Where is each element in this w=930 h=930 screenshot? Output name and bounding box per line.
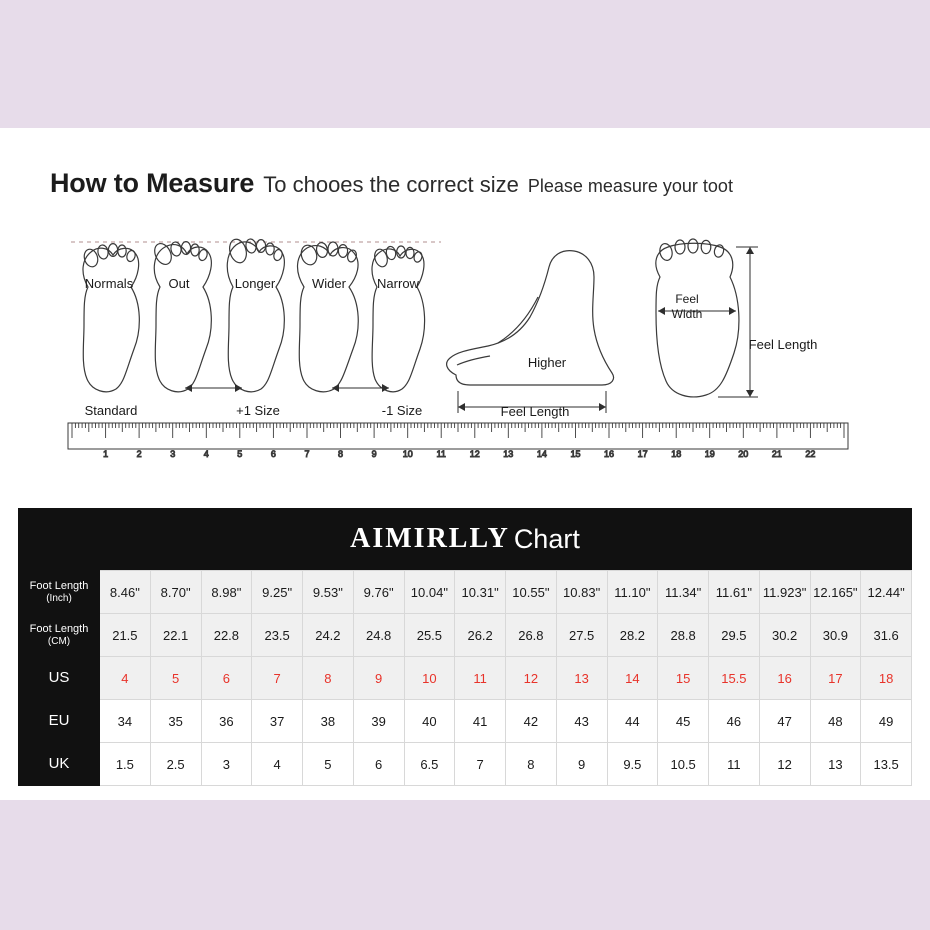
page-title <box>50 168 890 199</box>
table-cell: 40 <box>404 700 455 743</box>
ruler-tick-label: 13 <box>503 449 514 459</box>
table-cell: 10 <box>404 657 455 700</box>
table-cell: 18 <box>861 657 912 700</box>
ruler-tick-label: 3 <box>170 449 176 459</box>
heading-main: How to Measure <box>50 168 255 198</box>
ruler-tick-label: 6 <box>270 449 276 459</box>
table-cell: 22.1 <box>150 614 201 657</box>
table-cell: 13 <box>810 743 861 786</box>
table-cell: 9 <box>556 743 607 786</box>
ruler-tick-label: 19 <box>704 449 715 459</box>
table-cell: 10.5 <box>658 743 709 786</box>
table-cell: 28.2 <box>607 614 658 657</box>
table-cell: 1.5 <box>100 743 151 786</box>
table-cell: 11 <box>709 743 760 786</box>
table-cell: 39 <box>353 700 404 743</box>
row-header: US <box>19 657 100 700</box>
label-feel-width-1: Feel <box>675 292 699 306</box>
table-row <box>19 657 912 700</box>
ruler-tick-label: 7 <box>304 449 310 459</box>
foot-outline-5 <box>372 246 425 392</box>
ruler-tick-label: 12 <box>469 449 480 459</box>
table-row <box>19 571 912 614</box>
table-cell: 8.70" <box>150 571 201 614</box>
foot-label-4: Wider <box>312 276 346 291</box>
foot-caption-2: +1 Size <box>236 403 280 418</box>
table-cell: 6 <box>201 657 252 700</box>
table-cell: 4 <box>100 657 151 700</box>
row-header: Foot Length (CM) <box>19 614 100 657</box>
label-feel-length-side: Feel Length <box>500 404 570 419</box>
table-cell: 13.5 <box>861 743 912 786</box>
row-header: Foot Length (Inch) <box>19 571 100 614</box>
ruler-tick-label: 14 <box>536 449 547 459</box>
table-cell: 47 <box>759 700 810 743</box>
ruler-tick-label: 10 <box>402 449 413 459</box>
foot-outline-3 <box>227 237 284 391</box>
table-row <box>19 614 912 657</box>
ruler-tick-label: 17 <box>637 449 648 459</box>
ruler-tick-label: 1 <box>103 449 109 459</box>
ruler-tick-label: 21 <box>771 449 782 459</box>
table-cell: 15 <box>658 657 709 700</box>
table-cell: 22.8 <box>201 614 252 657</box>
measure-diagram <box>46 225 886 485</box>
ruler-tick-label: 16 <box>603 449 615 459</box>
table-cell: 17 <box>810 657 861 700</box>
table-cell: 38 <box>303 700 354 743</box>
foot-caption-1: Standard <box>84 403 138 418</box>
foot-outline-4 <box>298 242 359 392</box>
table-cell: 3 <box>201 743 252 786</box>
table-cell: 5 <box>303 743 354 786</box>
table-cell: 12 <box>506 657 557 700</box>
table-cell: 8 <box>303 657 354 700</box>
foot-outline-2 <box>151 241 211 392</box>
chart-title <box>18 508 912 570</box>
table-cell: 30.2 <box>759 614 810 657</box>
table-cell: 26.2 <box>455 614 506 657</box>
table-row <box>19 700 912 743</box>
table-cell: 12 <box>759 743 810 786</box>
table-cell: 9.5 <box>607 743 658 786</box>
row-header: UK <box>19 743 100 786</box>
table-cell: 28.8 <box>658 614 709 657</box>
table-cell: 9.76" <box>353 571 404 614</box>
chart-title-word: Chart <box>513 523 580 554</box>
ruler-tick-label: 15 <box>570 449 581 459</box>
size-table <box>18 570 912 786</box>
table-cell: 41 <box>455 700 506 743</box>
table-cell: 10.04" <box>404 571 455 614</box>
table-cell: 8.98" <box>201 571 252 614</box>
table-cell: 49 <box>861 700 912 743</box>
table-cell: 8 <box>506 743 557 786</box>
table-row <box>19 743 912 786</box>
table-cell: 29.5 <box>709 614 760 657</box>
table-cell: 11.61" <box>709 571 760 614</box>
table-cell: 9.53" <box>303 571 354 614</box>
table-cell: 13 <box>556 657 607 700</box>
table-cell: 11.923" <box>759 571 810 614</box>
table-cell: 6 <box>353 743 404 786</box>
label-feel-length-top: Feel Length <box>748 337 818 352</box>
table-cell: 11.10" <box>607 571 658 614</box>
ruler-tick-label: 20 <box>738 449 749 459</box>
size-chart <box>18 508 912 786</box>
table-cell: 24.2 <box>303 614 354 657</box>
table-cell: 10.55" <box>506 571 557 614</box>
ruler-tick-label: 5 <box>237 449 243 459</box>
table-cell: 9 <box>353 657 404 700</box>
table-cell: 10.83" <box>556 571 607 614</box>
label-higher: Higher <box>527 355 567 370</box>
ruler-tick-label: 11 <box>436 449 446 459</box>
table-cell: 7 <box>455 743 506 786</box>
table-cell: 12.44" <box>861 571 912 614</box>
table-cell: 45 <box>658 700 709 743</box>
table-cell: 15.5 <box>709 657 760 700</box>
table-cell: 10.31" <box>455 571 506 614</box>
table-cell: 9.25" <box>252 571 303 614</box>
foot-label-2: Out <box>168 276 190 291</box>
table-cell: 30.9 <box>810 614 861 657</box>
row-header: EU <box>19 700 100 743</box>
table-cell: 7 <box>252 657 303 700</box>
brand-name: AIMIRLLY <box>350 523 510 554</box>
table-cell: 4 <box>252 743 303 786</box>
table-cell: 36 <box>201 700 252 743</box>
table-cell: 5 <box>150 657 201 700</box>
table-cell: 11.34" <box>658 571 709 614</box>
table-cell: 46 <box>709 700 760 743</box>
ruler-tick-label: 18 <box>671 449 682 459</box>
ruler-tick-label: 2 <box>136 449 142 459</box>
table-cell: 34 <box>100 700 151 743</box>
foot-label-1: Normals <box>84 276 134 291</box>
table-cell: 48 <box>810 700 861 743</box>
label-feel-width-2: Width <box>671 307 703 321</box>
ruler-tick-label: 9 <box>371 449 377 459</box>
table-cell: 42 <box>506 700 557 743</box>
table-cell: 14 <box>607 657 658 700</box>
table-cell: 11 <box>455 657 506 700</box>
foot-label-5: Narrow <box>377 276 419 291</box>
table-cell: 26.8 <box>506 614 557 657</box>
foot-outline-1 <box>82 244 139 392</box>
table-cell: 27.5 <box>556 614 607 657</box>
table-cell: 31.6 <box>861 614 912 657</box>
heading-sub: To chooes the correct size <box>263 172 519 197</box>
ruler-tick-label: 4 <box>203 449 209 459</box>
table-cell: 25.5 <box>404 614 455 657</box>
table-cell: 2.5 <box>150 743 201 786</box>
table-cell: 23.5 <box>252 614 303 657</box>
table-cell: 35 <box>150 700 201 743</box>
foot-label-3: Longer <box>234 276 276 291</box>
table-cell: 21.5 <box>100 614 151 657</box>
heading-sub2: Please measure your toot <box>527 176 733 196</box>
table-cell: 43 <box>556 700 607 743</box>
table-cell: 8.46" <box>100 571 151 614</box>
table-cell: 12.165" <box>810 571 861 614</box>
table-cell: 44 <box>607 700 658 743</box>
ruler-tick-label: 8 <box>337 449 344 459</box>
table-cell: 24.8 <box>353 614 404 657</box>
ruler-tick-label: 22 <box>805 449 816 459</box>
foot-caption-3: -1 Size <box>381 403 423 418</box>
table-cell: 6.5 <box>404 743 455 786</box>
table-cell: 16 <box>759 657 810 700</box>
table-cell: 37 <box>252 700 303 743</box>
